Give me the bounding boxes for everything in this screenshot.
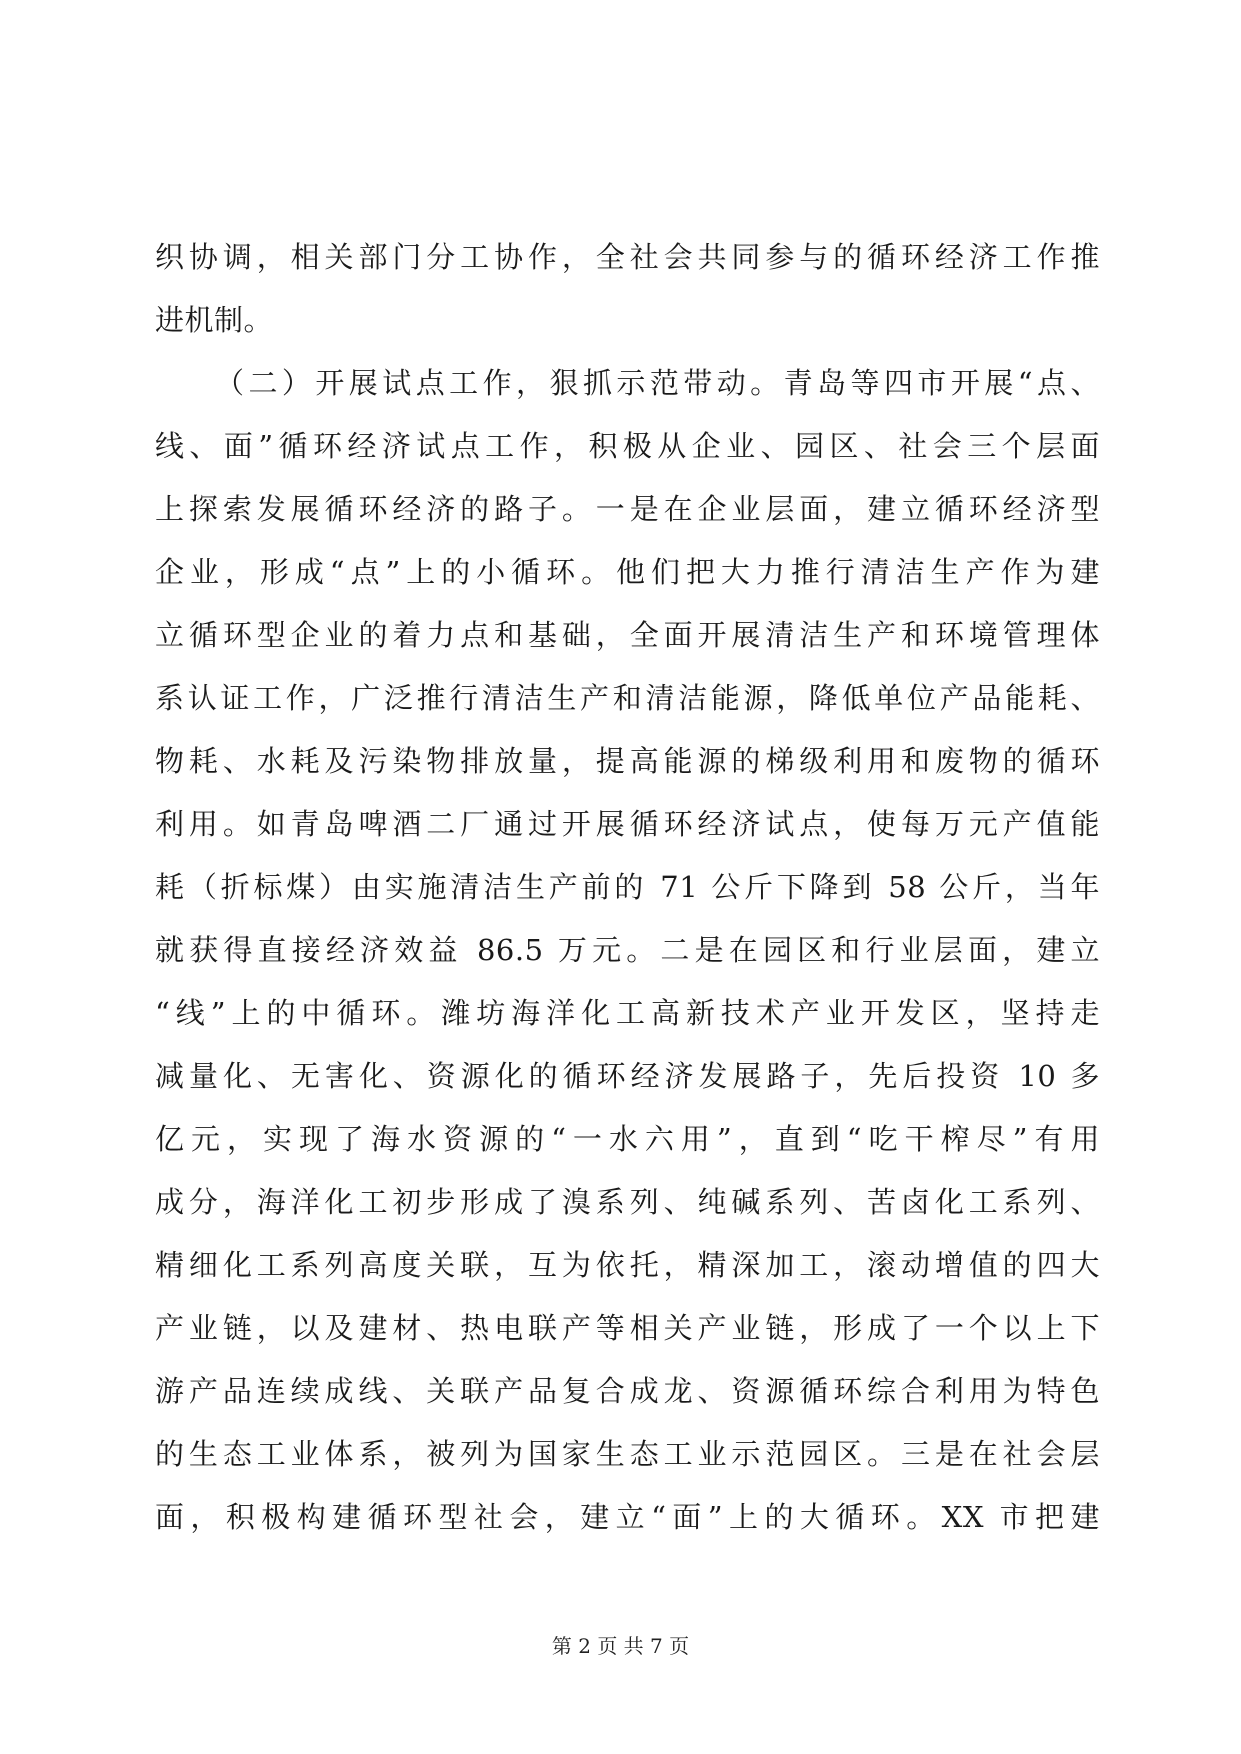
text-line: 成分，海洋化工初步形成了溴系列、纯碱系列、苦卤化工系列、 <box>155 1185 1100 1219</box>
text-line: 耗（折标煤）由实施清洁生产前的 71 公斤下降到 58 公斤，当年 <box>155 870 1100 904</box>
text-line: 亿元，实现了海水资源的“一水六用”，直到“吃干榨尽”有用 <box>155 1122 1100 1156</box>
text-line: 立循环型企业的着力点和基础，全面开展清洁生产和环境管理体 <box>155 618 1100 652</box>
text-line: 线、面”循环经济试点工作，积极从企业、园区、社会三个层面 <box>155 429 1100 463</box>
text-line: 系认证工作，广泛推行清洁生产和清洁能源，降低单位产品能耗、 <box>155 681 1100 715</box>
text-line: 精细化工系列高度关联，互为依托，精深加工，滚动增值的四大 <box>155 1248 1100 1282</box>
text-line: 利用。如青岛啤酒二厂通过开展循环经济试点，使每万元产值能 <box>155 807 1100 841</box>
text-line: （二）开展试点工作，狠抓示范带动。青岛等四市开展“点、 <box>215 366 1100 400</box>
text-line: 就获得直接经济效益 86.5 万元。二是在园区和行业层面，建立 <box>155 933 1100 967</box>
page-number-footer: 第 2 页 共 7 页 <box>551 1634 690 1658</box>
text-line: 游产品连续成线、关联产品复合成龙、资源循环综合利用为特色 <box>155 1374 1100 1408</box>
text-line: 物耗、水耗及污染物排放量，提高能源的梯级利用和废物的循环 <box>155 744 1100 778</box>
text-line: 面，积极构建循环型社会，建立“面”上的大循环。XX 市把建 <box>155 1500 1100 1534</box>
text-line: “线”上的中循环。潍坊海洋化工高新技术产业开发区，坚持走 <box>155 996 1100 1030</box>
text-line: 企业，形成“点”上的小循环。他们把大力推行清洁生产作为建 <box>155 555 1100 589</box>
body-text <box>155 226 1100 1549</box>
text-line: 进机制。 <box>155 303 274 337</box>
text-line: 减量化、无害化、资源化的循环经济发展路子，先后投资 10 多 <box>155 1059 1100 1093</box>
text-line: 产业链，以及建材、热电联产等相关产业链，形成了一个以上下 <box>155 1311 1100 1345</box>
text-line: 织协调，相关部门分工协作，全社会共同参与的循环经济工作推 <box>155 240 1100 274</box>
text-line: 上探索发展循环经济的路子。一是在企业层面，建立循环经济型 <box>155 492 1100 526</box>
text-line: 的生态工业体系，被列为国家生态工业示范园区。三是在社会层 <box>155 1437 1100 1471</box>
